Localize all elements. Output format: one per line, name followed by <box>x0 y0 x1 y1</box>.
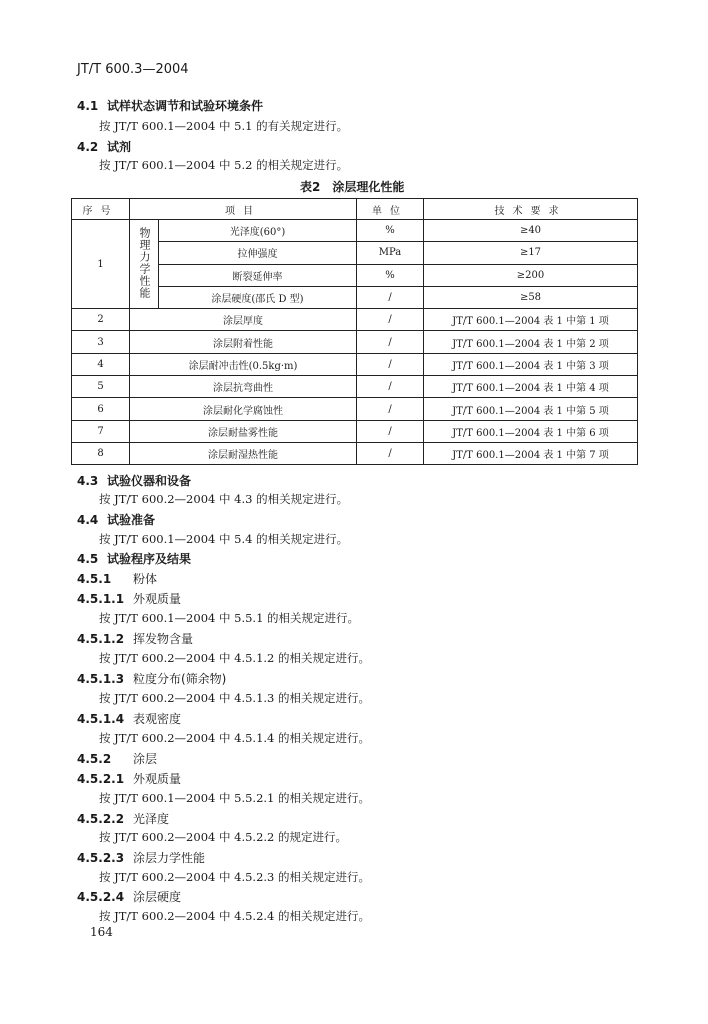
coating-properties-table <box>71 198 638 465</box>
row-item: 涂层抗弯曲性 <box>130 376 357 398</box>
section-heading-4-5-2-3 <box>77 849 205 866</box>
group-label <box>130 220 159 309</box>
section-text-4-5-1-3: 按 JT/T 600.2—2004 中 4.5.1.3 的相关规定进行。 <box>99 691 371 705</box>
table-row <box>72 353 638 375</box>
row-unit: / <box>357 420 424 442</box>
row-unit: / <box>357 398 424 420</box>
section-number: 4.5.2.3 <box>77 851 125 865</box>
row-item: 涂层耐湿热性能 <box>130 442 357 464</box>
row-no: 3 <box>72 331 130 353</box>
row-unit: / <box>357 442 424 464</box>
row-requirement: JT/T 600.1—2004 表 1 中第 5 项 <box>424 398 638 420</box>
row-requirement: JT/T 600.1—2004 表 1 中第 1 项 <box>424 309 638 331</box>
row-unit: / <box>357 331 424 353</box>
section-text-4-4: 按 JT/T 600.1—2004 中 5.4 的相关规定进行。 <box>99 532 349 546</box>
row-unit: / <box>357 309 424 331</box>
row-requirement: ≥200 <box>424 264 638 286</box>
row-requirement: ≥40 <box>424 220 638 242</box>
section-number: 4.5.2.1 <box>77 772 125 786</box>
row-item: 断裂延伸率 <box>159 264 357 286</box>
row-unit: / <box>357 353 424 375</box>
section-number: 4.4 <box>77 513 99 527</box>
row-unit: / <box>357 286 424 308</box>
section-title: 试剂 <box>107 140 132 154</box>
row-requirement: JT/T 600.1—2004 表 1 中第 7 项 <box>424 442 638 464</box>
row-requirement: ≥58 <box>424 286 638 308</box>
running-header: JT/T 600.3—2004 <box>77 62 189 77</box>
section-text-4-5-2-1: 按 JT/T 600.1—2004 中 5.5.2.1 的相关规定进行。 <box>99 791 371 805</box>
section-title: 粉体 <box>133 572 158 586</box>
section-title: 挥发物含量 <box>133 632 194 646</box>
section-title: 表观密度 <box>133 712 182 726</box>
section-text-4-3: 按 JT/T 600.2—2004 中 4.3 的相关规定进行。 <box>99 492 349 506</box>
table-header-row <box>72 199 638 220</box>
row-item: 拉伸强度 <box>159 242 357 264</box>
section-text-4-5-1-1: 按 JT/T 600.1—2004 中 5.5.1 的相关规定进行。 <box>99 611 360 625</box>
table-row <box>72 220 638 242</box>
section-text-4-1: 按 JT/T 600.1—2004 中 5.1 的有关规定进行。 <box>99 119 349 133</box>
row-requirement: JT/T 600.1—2004 表 1 中第 3 项 <box>424 353 638 375</box>
row-no: 4 <box>72 353 130 375</box>
row-item: 涂层耐冲击性(0.5kg·m) <box>130 353 357 375</box>
section-title: 涂层力学性能 <box>133 851 206 865</box>
row-item: 涂层附着性能 <box>130 331 357 353</box>
table-row <box>72 331 638 353</box>
header-no: 序号 <box>72 199 130 220</box>
row-item: 涂层厚度 <box>130 309 357 331</box>
section-number: 4.5.1.3 <box>77 672 125 686</box>
section-number: 4.5.1 <box>77 572 112 586</box>
table-row <box>72 442 638 464</box>
section-text-4-5-1-2: 按 JT/T 600.2—2004 中 4.5.1.2 的相关规定进行。 <box>99 651 371 665</box>
row-item: 光泽度(60°) <box>159 220 357 242</box>
section-heading-4-5-1-3 <box>77 670 226 687</box>
section-number: 4.5.2 <box>77 752 112 766</box>
section-heading-4-2 <box>77 138 131 155</box>
section-number: 4.1 <box>77 99 99 113</box>
section-text-4-5-2-2: 按 JT/T 600.2—2004 中 4.5.2.2 的规定进行。 <box>99 830 348 844</box>
header-requirement: 技术要求 <box>424 199 638 220</box>
page-number: 164 <box>90 925 113 939</box>
row-requirement: JT/T 600.1—2004 表 1 中第 2 项 <box>424 331 638 353</box>
row-requirement: ≥17 <box>424 242 638 264</box>
group-label-text: 物理力学性能 <box>138 226 151 299</box>
section-heading-4-5-2 <box>77 750 157 767</box>
section-title: 光泽度 <box>133 812 170 826</box>
row-no: 7 <box>72 420 130 442</box>
row-requirement: JT/T 600.1—2004 表 1 中第 6 项 <box>424 420 638 442</box>
section-title: 试样状态调节和试验环境条件 <box>107 99 264 113</box>
row-no: 2 <box>72 309 130 331</box>
table-row <box>72 398 638 420</box>
section-heading-4-5-1-1 <box>77 590 181 607</box>
header-unit: 单位 <box>357 199 424 220</box>
section-title: 粒度分布(筛余物) <box>133 672 227 686</box>
section-heading-4-5-2-1 <box>77 770 181 787</box>
section-number: 4.5.1.2 <box>77 632 125 646</box>
section-number: 4.5.1.4 <box>77 712 125 726</box>
table-caption: 表2 涂层理化性能 <box>300 180 405 194</box>
section-number: 4.5.2.4 <box>77 890 125 904</box>
header-item: 项目 <box>130 199 357 220</box>
row-unit: MPa <box>357 242 424 264</box>
row-unit: / <box>357 376 424 398</box>
section-title: 试验仪器和设备 <box>107 474 192 488</box>
section-title: 试验程序及结果 <box>107 552 192 566</box>
row-no: 6 <box>72 398 130 420</box>
section-heading-4-5-1 <box>77 570 157 587</box>
section-number: 4.3 <box>77 474 99 488</box>
table-row <box>72 420 638 442</box>
row-no: 8 <box>72 442 130 464</box>
section-text-4-5-2-4: 按 JT/T 600.2—2004 中 4.5.2.4 的相关规定进行。 <box>99 909 371 923</box>
section-title: 涂层硬度 <box>133 890 182 904</box>
section-title: 外观质量 <box>133 772 182 786</box>
section-number: 4.5 <box>77 552 99 566</box>
section-text-4-2: 按 JT/T 600.1—2004 中 5.2 的相关规定进行。 <box>99 158 349 172</box>
section-heading-4-5-2-2 <box>77 810 169 827</box>
section-text-4-5-2-3: 按 JT/T 600.2—2004 中 4.5.2.3 的相关规定进行。 <box>99 870 371 884</box>
table-row <box>72 376 638 398</box>
section-title: 涂层 <box>133 752 158 766</box>
row-item: 涂层耐化学腐蚀性 <box>130 398 357 420</box>
row-no: 1 <box>72 220 130 309</box>
section-title: 外观质量 <box>133 592 182 606</box>
section-text-4-5-1-4: 按 JT/T 600.2—2004 中 4.5.1.4 的相关规定进行。 <box>99 731 371 745</box>
section-heading-4-3 <box>77 472 191 489</box>
row-item: 涂层硬度(邵氏 D 型) <box>159 286 357 308</box>
section-heading-4-1 <box>77 97 263 114</box>
row-requirement: JT/T 600.1—2004 表 1 中第 4 项 <box>424 376 638 398</box>
section-title: 试验准备 <box>107 513 156 527</box>
section-number: 4.5.2.2 <box>77 812 125 826</box>
section-heading-4-5-1-2 <box>77 630 193 647</box>
row-unit: % <box>357 220 424 242</box>
table-row <box>72 309 638 331</box>
section-heading-4-5 <box>77 550 191 567</box>
row-item: 涂层耐盐雾性能 <box>130 420 357 442</box>
section-heading-4-5-1-4 <box>77 710 181 727</box>
section-number: 4.5.1.1 <box>77 592 125 606</box>
section-heading-4-5-2-4 <box>77 888 181 905</box>
row-no: 5 <box>72 376 130 398</box>
section-number: 4.2 <box>77 140 99 154</box>
row-unit: % <box>357 264 424 286</box>
section-heading-4-4 <box>77 511 155 528</box>
